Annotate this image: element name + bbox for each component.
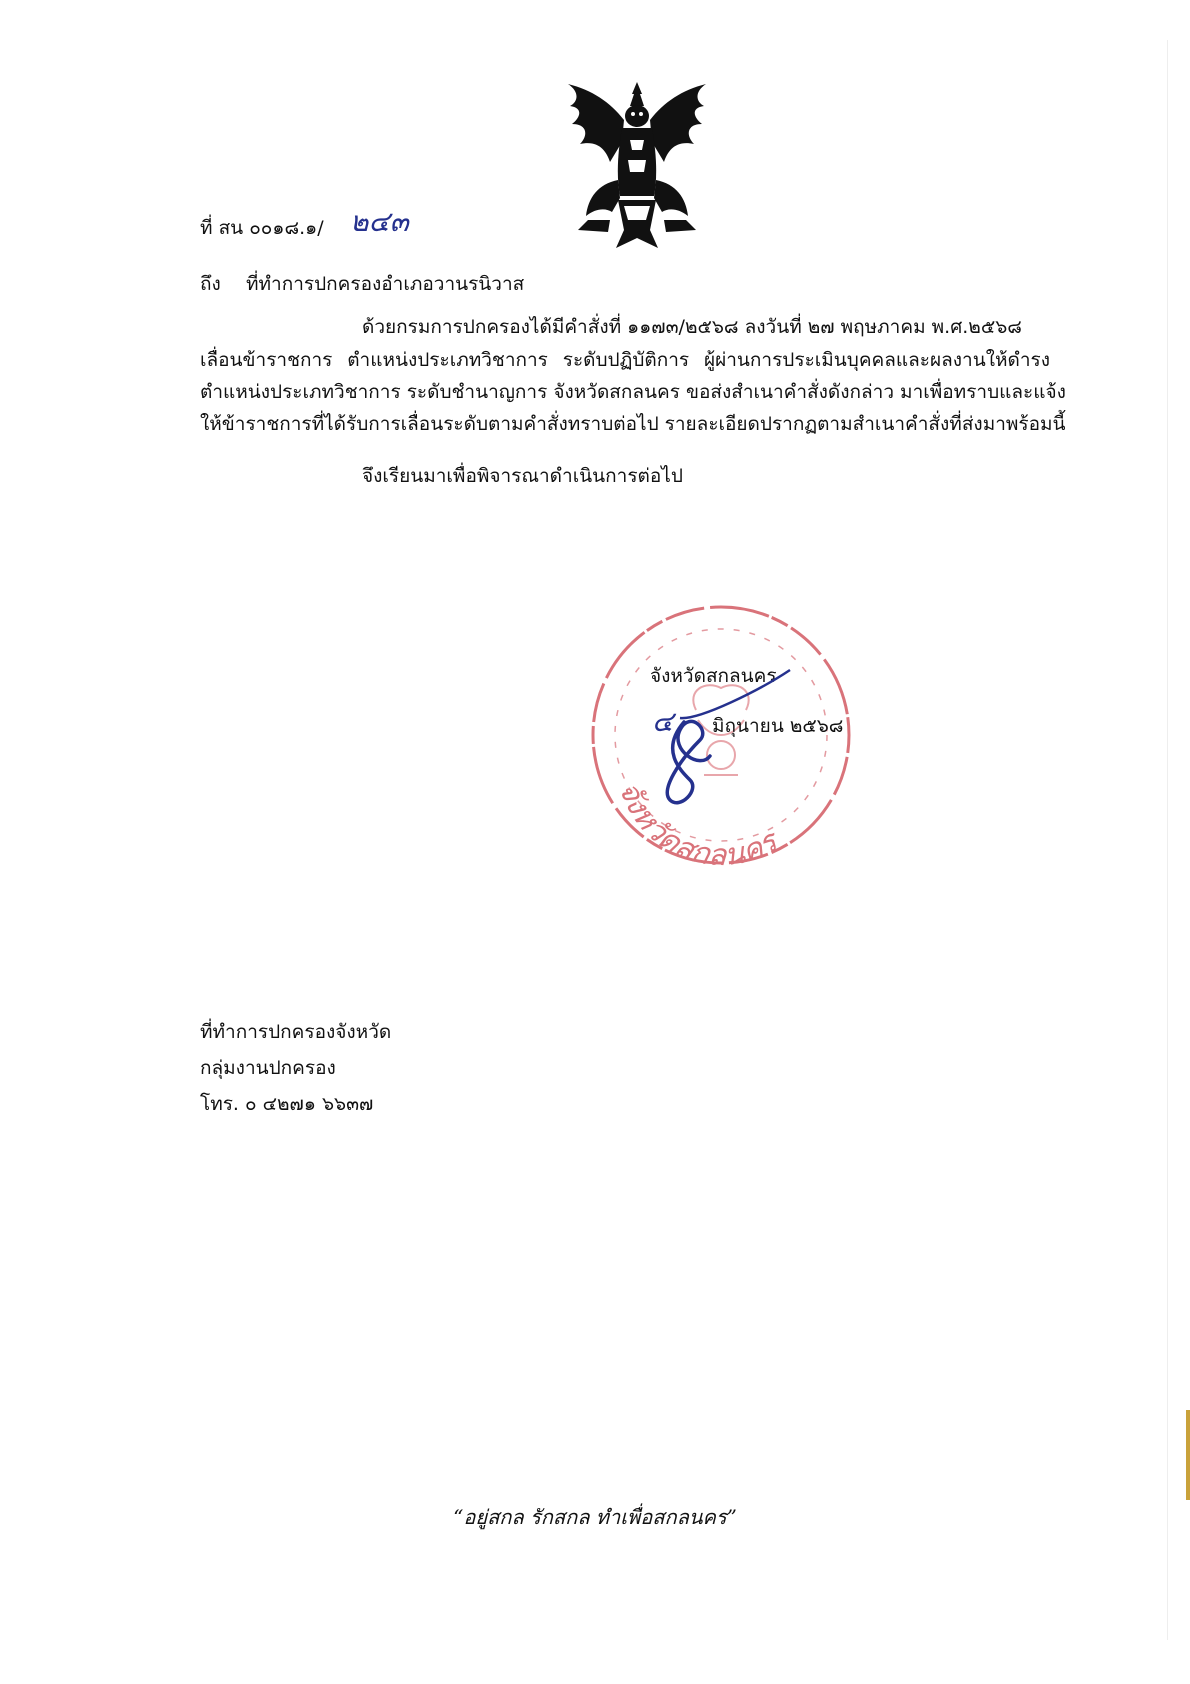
to-label: ถึง	[200, 273, 221, 295]
handwritten-reference-number: ๒๔๓	[350, 205, 409, 238]
recipient: ที่ทำการปกครองอำเภอวานรนิวาส	[246, 273, 525, 295]
body-line-3: ตำแหน่งประเภทวิชาการ ระดับชำนาญการ จังหวัดสกลนคร ขอส่งสำเนาคำสั่งดังกล่าว มาเพื่อทราบและแจ้ง	[200, 381, 1066, 403]
reference-number-label: ที่ สน ๐๐๑๘.๑/	[200, 217, 324, 239]
signature-month-year: มิถุนายน ๒๕๖๘	[712, 715, 844, 737]
body-line-2: เลื่อนข้าราชการ ตำแหน่งประเภทวิชาการ ระดับปฏิบัติการ ผู้ผ่านการประเมินบุคคลและผลงานให้ดำรง	[200, 349, 1050, 371]
motto: “อยู่สกล รักสกล ทำเพื่อสกลนคร”	[453, 1505, 737, 1529]
garuda-emblem	[558, 80, 716, 252]
signature-province: จังหวัดสกลนคร	[650, 665, 777, 687]
scan-edge	[1167, 40, 1168, 1640]
body-line-4: ให้ข้าราชการที่ได้รับการเลื่อนระดับตามคำสั่งทราบต่อไป รายละเอียดปรากฏตามสำเนาคำสั่งที่ส่งมาพร้อมนี้	[200, 413, 1066, 435]
footer-office-name: ที่ทำการปกครองจังหวัด	[200, 1021, 392, 1043]
footer-division: กลุ่มงานปกครอง	[200, 1057, 336, 1079]
scan-edge-mark	[1186, 1410, 1190, 1500]
seal-text: จังหวัดสกลนคร	[611, 777, 784, 870]
closing-line: จึงเรียนมาเพื่อพิจารณาดำเนินการต่อไป	[362, 465, 683, 487]
handwritten-day: ๔	[652, 705, 674, 738]
body-line-1: ด้วยกรมการปกครองได้มีคำสั่งที่ ๑๑๗๓/๒๕๖๘ ลงวันที่ ๒๗ พฤษภาคม พ.ศ.๒๕๖๘	[362, 316, 1022, 338]
footer-phone: โทร. ๐ ๔๒๗๑ ๖๖๓๗	[200, 1093, 374, 1115]
handwritten-signature	[640, 660, 840, 830]
